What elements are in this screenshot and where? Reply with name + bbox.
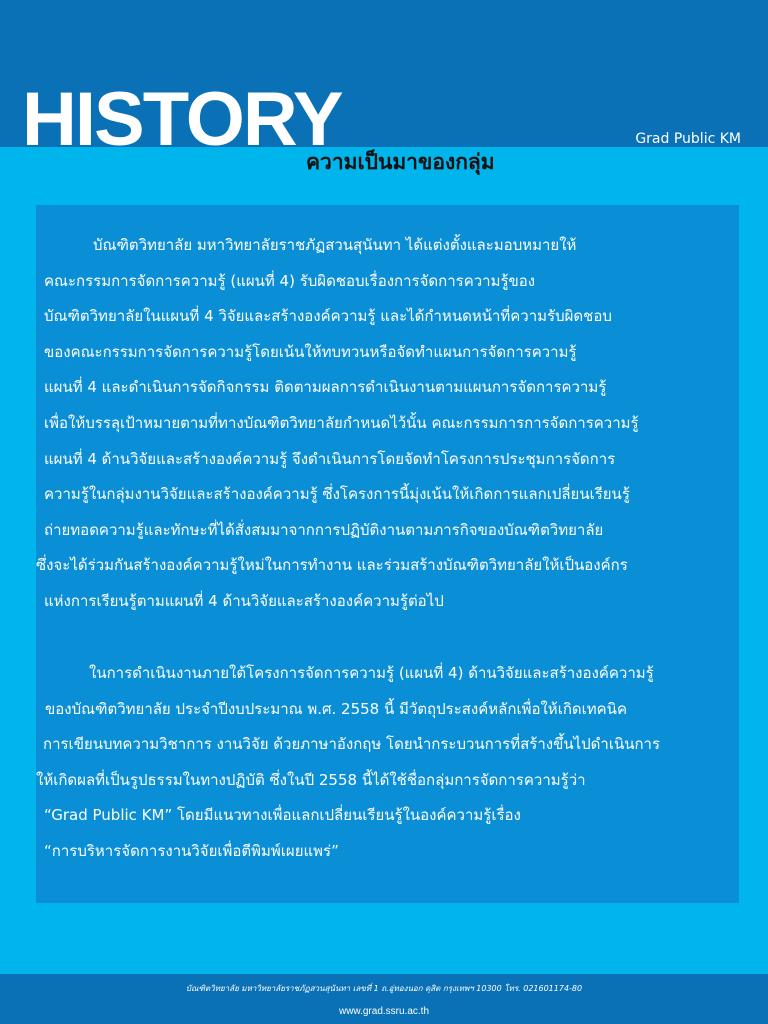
- paragraph-line: ซึ่งจะได้ร่วมกันสร้างองค์ความรู้ใหม่ในการทำงาน และร่วมสร้างบัณฑิตวิทยาลัยให้เป็นองค์กร: [36, 556, 628, 575]
- paragraph-line: ถ่ายทอดความรู้และทักษะที่ได้สั่งสมมาจากการปฏิบัติงานตามภารกิจของบัณฑิตวิทยาลัย: [44, 520, 604, 539]
- paragraph-line: แผนที่ 4 ด้านวิจัยและสร้างองค์ความรู้ จึงดำเนินการโดยจัดทำโครงการประชุมการจัดการ: [44, 449, 616, 468]
- paragraph-line: บัณฑิตวิทยาลัยในแผนที่ 4 วิจัยและสร้างองค์ความรู้ และได้กำหนดหน้าที่ความรับผิดชอบ: [44, 307, 612, 326]
- paragraph-line: คณะกรรมการจัดการความรู้ (แผนที่ 4) รับผิดชอบเรื่องการจัดการความรู้ของ: [44, 271, 536, 290]
- page-title: HISTORY: [22, 77, 342, 162]
- section-subtitle: ความเป็นมาของกลุ่ม: [306, 150, 495, 174]
- content-panel: [36, 205, 739, 903]
- paragraph-line: ของคณะกรรมการจัดการความรู้โดยเน้นให้ทบทวนหรือจัดทำแผนการจัดการความรู้: [44, 342, 577, 361]
- footer-address: บัณฑิตวิทยาลัย มหาวิทยาลัยราชภัฏสวนสุนันทา เลขที่ 1 ถ.อู่ทองนอก ดุสิต กรุงเทพฯ 10300 โทร. 021601174-80: [185, 984, 583, 993]
- paragraph-line: แห่งการเรียนรู้ตามแผนที่ 4 ด้านวิจัยและสร้างองค์ความรู้ต่อไป: [44, 591, 444, 610]
- paragraph-line: บัณฑิตวิทยาลัย มหาวิทยาลัยราชภัฏสวนสุนันทา ได้แต่งตั้งและมอบหมายให้: [93, 236, 577, 254]
- brand-label: Grad Public KM: [635, 131, 741, 147]
- paragraph-line: การเขียนบทความวิชาการ งานวิจัย ด้วยภาษาอังกฤษ โดยนำกระบวนการที่สร้างขึ้นไปดำเนินการ: [43, 735, 661, 754]
- paragraph-line: เพื่อให้บรรลุเป้าหมายตามที่ทางบัณฑิตวิทยาลัยกำหนดไว้นั้น คณะกรรมการการจัดการความรู้: [44, 413, 639, 432]
- paragraph-line: แผนที่ 4 และดำเนินการจัดกิจกรรม ติดตามผลการดำเนินงานตามแผนการจัดการความรู้: [44, 378, 607, 397]
- footer-website: www.grad.ssru.ac.th: [338, 1006, 430, 1017]
- paragraph-2: [36, 656, 739, 870]
- footer-band: [0, 974, 768, 1024]
- paragraph-line: ของบัณฑิตวิทยาลัย ประจำปีงบประมาณ พ.ศ. 2558 นี้ มีวัตถุประสงค์หลักเพื่อให้เกิดเทคนิค: [45, 699, 627, 718]
- paragraph-line: ในการดำเนินงานภายใต้โครงการจัดการความรู้ (แผนที่ 4) ด้านวิจัยและสร้างองค์ความรู้: [89, 664, 654, 682]
- paragraph-line: ให้เกิดผลที่เป็นรูปธรรมในทางปฏิบัติ ซึ่งในปี 2558 นี้ได้ใช้ชื่อกลุ่มการจัดการความรู้ว่า: [36, 770, 586, 789]
- paragraph-line: “การบริหารจัดการงานวิจัยเพื่อตีพิมพ์เผยแพร่”: [44, 841, 339, 860]
- paragraph-line: ความรู้ในกลุ่มงานวิจัยและสร้างองค์ความรู้ ซึ่งโครงการนี้มุ่งเน้นให้เกิดการแลกเปลี่ยนเรียนรู้: [44, 485, 630, 504]
- paragraph-1: [36, 228, 739, 620]
- paragraph-line: “Grad Public KM” โดยมีแนวทางเพื่อแลกเปลี่ยนเรียนรู้ในองค์ความรู้เรื่อง: [44, 806, 521, 825]
